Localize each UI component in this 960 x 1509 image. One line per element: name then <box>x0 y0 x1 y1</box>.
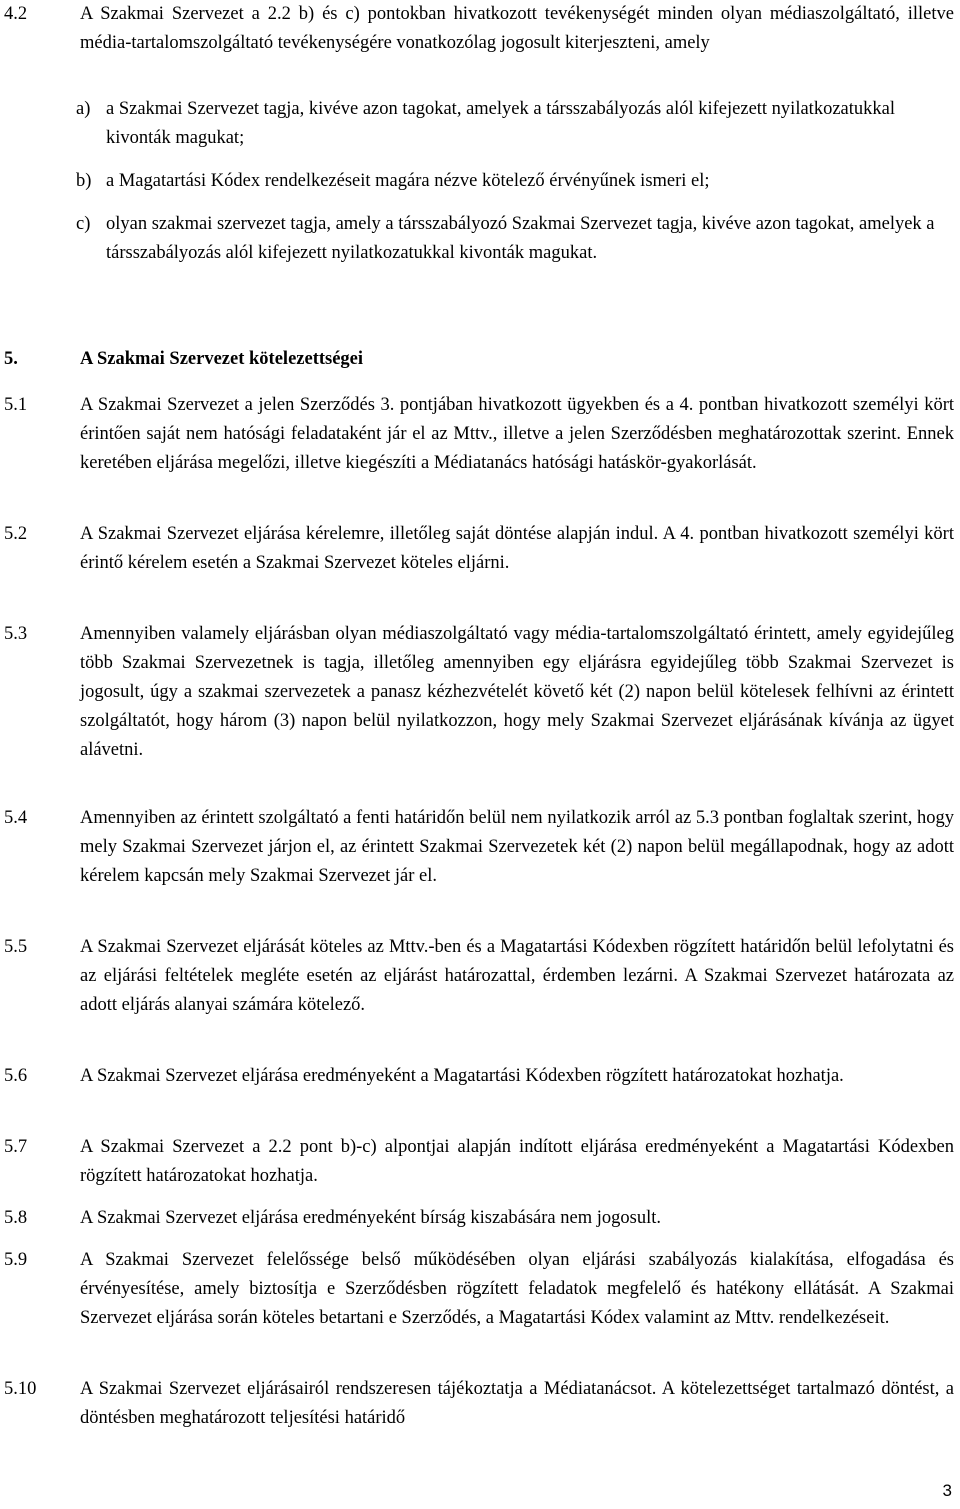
paragraph-5-6 <box>4 1062 954 1091</box>
section-number: 4.2 <box>4 4 28 24</box>
paragraph-number: 5.9 <box>4 1250 28 1270</box>
sub-item-list <box>76 95 954 282</box>
paragraph-5-4 <box>4 804 954 891</box>
paragraph-5-7 <box>4 1133 954 1191</box>
paragraph-text: A Szakmai Szervezet eljárása eredményeként bírság kiszabására nem jogosult. <box>80 1208 661 1228</box>
section-4-2 <box>4 0 954 58</box>
list-item-text: a Magatartási Kódex rendelkezéseit magára nézve kötelező érvényűnek ismeri el; <box>106 171 710 191</box>
list-item-label: a) <box>76 99 91 119</box>
page-number: 3 <box>942 1481 952 1500</box>
paragraph-number: 5.3 <box>4 624 28 644</box>
paragraph-number: 5.10 <box>4 1379 37 1399</box>
paragraph-5-8 <box>4 1204 954 1233</box>
list-item-text: olyan szakmai szervezet tagja, amely a társszabályozó Szakmai Szervezet tagja, kivéve azon tagokat, amelyek a társszabályozás alól kifejezett nyilatkozatukkal kivonták magukat. <box>106 214 935 263</box>
paragraph-text: Amennyiben valamely eljárásban olyan médiaszolgáltató vagy média-tartalomszolgáltató érintett, amely egyidejűleg több Szakmai Szervezetnek is tagja, illetőleg amennyiben egy eljárásra egyidejűleg több Szakmai Szervezet is jogosult, úgy a szakmai szervezetek a panasz kézhezvételét követő két (2) napon belül kötelesek felhívni az érintett szolgáltatót, hogy három (3) napon belül nyilatkozzon, hogy mely Szakmai Szervezet eljárásának kívánja az ügyet alávetni. <box>80 624 954 760</box>
paragraph-5-9 <box>4 1246 954 1333</box>
paragraph-number: 5.7 <box>4 1137 28 1157</box>
section-text: A Szakmai Szervezet a 2.2 b) és c) pontokban hivatkozott tevékenységét minden olyan médiaszolgáltató, illetve média-tartalomszolgáltató tevékenységére vonatkozólag jogosult kiterjeszteni, amely <box>80 4 954 53</box>
heading-number: 5. <box>4 349 18 369</box>
paragraph-number: 5.8 <box>4 1208 28 1228</box>
paragraph-5-3 <box>4 620 954 765</box>
paragraph-text: A Szakmai Szervezet eljárását köteles az Mttv.-ben és a Magatartási Kódexben rögzített határidőn belül lefolytatni és az eljárási feltételek megléte esetén az eljárást határozattal, érdemben lezárni. A Szakmai Szervezet határozata az adott eljárás alanyai számára kötelező. <box>80 937 954 1015</box>
page-title: A Szakmai Szervezet kötelezettségei <box>80 349 364 369</box>
paragraph-number: 5.4 <box>4 808 28 828</box>
list-item-label: c) <box>76 214 91 234</box>
list-item <box>76 210 954 268</box>
paragraph-number: 5.6 <box>4 1066 28 1086</box>
paragraph-text: Amennyiben az érintett szolgáltató a fenti határidőn belül nem nyilatkozik arról az 5.3 pontban foglaltak szerint, hogy mely Szakmai Szervezet járjon el, az érintett Szakmai Szervezetek két (2) napon belül megállapodnak, hogy az adott kérelem kapcsán mely Szakmai Szervezet jár el. <box>80 808 954 886</box>
list-item <box>76 167 954 196</box>
paragraph-number: 5.5 <box>4 937 28 957</box>
list-item <box>76 95 954 153</box>
paragraph-text: A Szakmai Szervezet a 2.2 pont b)-c) alpontjai alapján indított eljárása eredményeként a Magatartási Kódexben rögzített határozatokat hozhatja. <box>80 1137 954 1186</box>
paragraph-text: A Szakmai Szervezet eljárása eredményeként a Magatartási Kódexben rögzített határozatokat hozhatja. <box>80 1066 844 1086</box>
list-item-text: a Szakmai Szervezet tagja, kivéve azon tagokat, amelyek a társszabályozás alól kifejezett nyilatkozatukkal kivonták magukat; <box>106 99 895 148</box>
paragraph-number: 5.1 <box>4 395 28 415</box>
paragraph-text: A Szakmai Szervezet eljárásairól rendszeresen tájékoztatja a Médiatanácsot. A kötelezettséget tartalmazó döntést, a döntésben meghatározott teljesítési határidő <box>80 1379 954 1428</box>
paragraph-text: A Szakmai Szervezet eljárása kérelemre, illetőleg saját döntése alapján indul. A 4. pontban hivatkozott személyi kört érintő kérelem esetén a Szakmai Szervezet köteles eljárni. <box>80 524 954 573</box>
paragraph-text: A Szakmai Szervezet felelőssége belső működésében olyan eljárási szabályozás kialakítása, elfogadása és érvényesítése, amely biztosítja e Szerződésben rögzített feladatok megfelelő és hatékony ellátását. A Szakmai Szervezet eljárása során köteles betartani e Szerződés, a Magatartási Kódex valamint az Mttv. rendelkezéseit. <box>80 1250 954 1328</box>
paragraph-5-5 <box>4 933 954 1020</box>
paragraph-5-10 <box>4 1375 954 1433</box>
paragraph-number: 5.2 <box>4 524 28 544</box>
section-heading <box>4 345 364 374</box>
list-item-label: b) <box>76 171 92 191</box>
paragraph-5-2 <box>4 520 954 578</box>
paragraph-5-1 <box>4 391 954 478</box>
paragraph-text: A Szakmai Szervezet a jelen Szerződés 3. pontjában hivatkozott ügyekben és a 4. pontban hivatkozott személyi kört érintően saját nem hatósági feladataként jár el az Mttv., illetve a jelen Szerződésben meghatározottak szerint. Ennek keretében eljárása megelőzi, illetve kiegészíti a Médiatanács hatósági hatáskör-gyakorlását. <box>80 395 954 473</box>
